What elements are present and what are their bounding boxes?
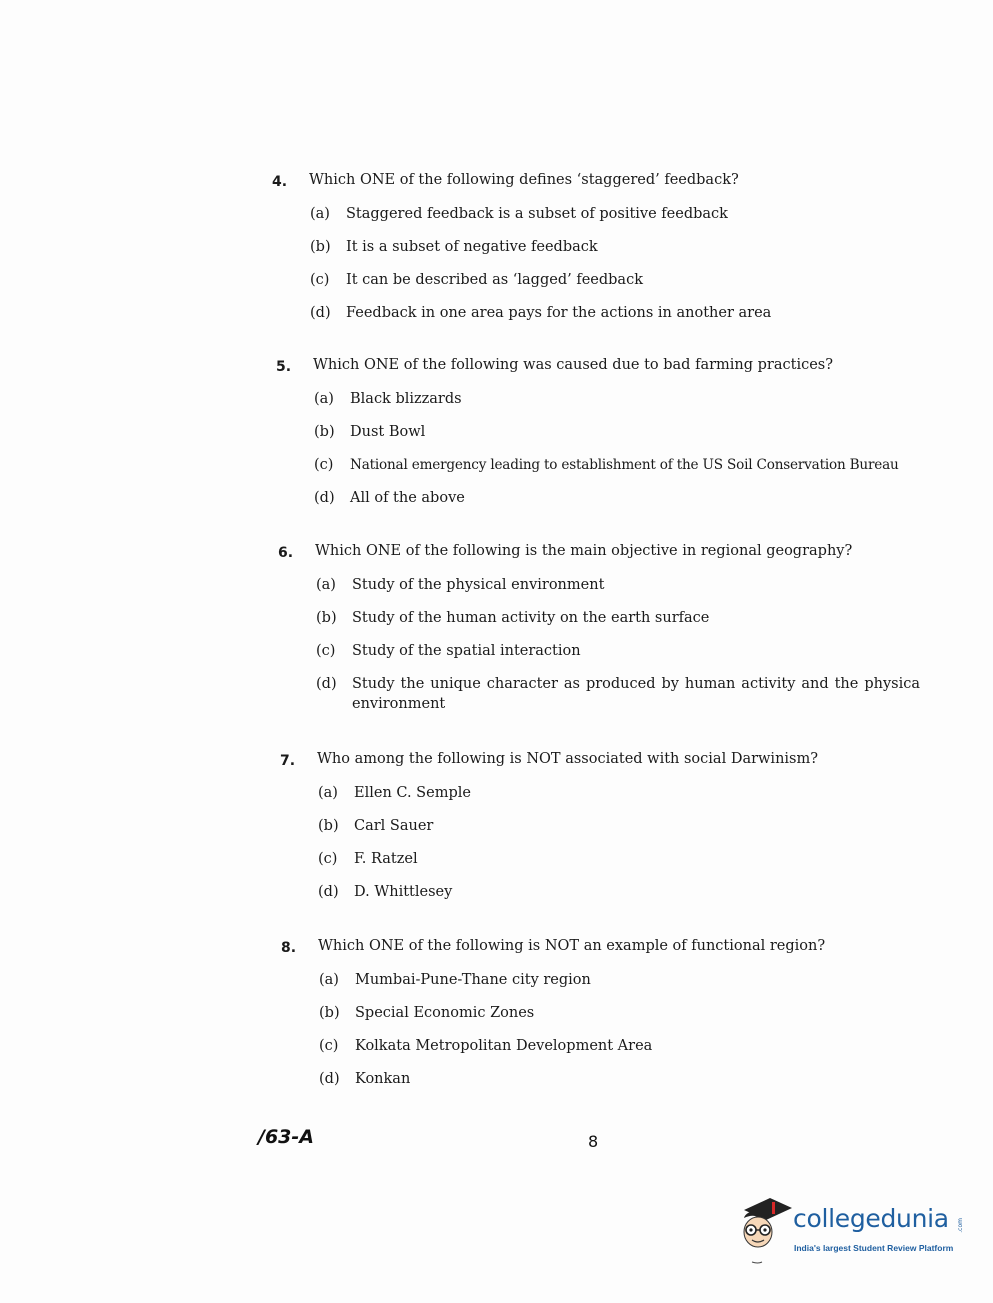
option-letter: (c) [319, 1038, 339, 1054]
option-letter: (d) [310, 305, 331, 321]
option-letter: (b) [314, 424, 335, 440]
option-a [310, 200, 932, 233]
option-text: Study of the spatial interaction [352, 643, 581, 659]
option-letter: (c) [318, 851, 338, 867]
option-letter: (d) [314, 490, 335, 506]
question-number: 5. [276, 359, 292, 375]
option-text: Special Economic Zones [355, 1005, 535, 1021]
option-text: Staggered feedback is a subset of positive feedback [346, 206, 728, 222]
option-letter: (a) [318, 785, 338, 801]
option-letter: (b) [316, 610, 337, 626]
option-a [318, 779, 940, 812]
question-text: Which ONE of the following was caused due to bad farming practices? [313, 357, 833, 373]
option-b [316, 604, 938, 637]
question-8 [281, 936, 941, 1098]
option-text: Kolkata Metropolitan Development Area [355, 1038, 653, 1054]
question-6 [278, 541, 938, 715]
option-a [314, 385, 936, 418]
option-text: Study of the physical environment [352, 577, 605, 593]
paper-code: /63-A [258, 1126, 314, 1148]
option-text: Dust Bowl [350, 424, 426, 440]
page-number: 8 [588, 1132, 599, 1151]
question-number: 4. [272, 174, 288, 190]
option-letter: (c) [310, 272, 330, 288]
question-text: Which ONE of the following defines ‘staggered’ feedback? [309, 172, 739, 188]
option-letter: (b) [310, 239, 331, 255]
option-c [319, 1032, 941, 1065]
option-text: Feedback in one area pays for the actions in another area [346, 305, 772, 321]
question-stem [272, 170, 932, 200]
option-text: National emergency leading to establishment of the US Soil Conservation Bureau [350, 457, 899, 473]
collegedunia-watermark [736, 1196, 966, 1266]
option-c [314, 451, 936, 484]
question-text: Which ONE of the following is NOT an example of functional region? [318, 938, 826, 954]
mascot-icon [736, 1196, 792, 1266]
option-text: Ellen C. Semple [354, 785, 471, 801]
brand-name: collegedunia [793, 1204, 949, 1233]
option-letter: (c) [316, 643, 336, 659]
question-5 [276, 355, 936, 517]
question-text: Who among the following is NOT associated with social Darwinism? [317, 751, 819, 767]
option-letter: (d) [319, 1071, 340, 1087]
option-b [314, 418, 936, 451]
option-d [318, 878, 940, 911]
option-text: D. Whittlesey [354, 884, 453, 900]
option-text: Study the unique character as produced by human activity and the physica environment [352, 676, 920, 712]
option-letter: (a) [310, 206, 330, 222]
option-a [316, 571, 938, 604]
question-stem [276, 355, 936, 385]
option-letter: (a) [319, 972, 339, 988]
option-c [318, 845, 940, 878]
option-c [316, 637, 938, 670]
option-text: Konkan [355, 1071, 411, 1087]
option-text: Black blizzards [350, 391, 462, 407]
option-text: It can be described as ‘lagged’ feedback [346, 272, 643, 288]
option-text: Study of the human activity on the earth surface [352, 610, 710, 626]
option-letter: (a) [314, 391, 334, 407]
question-4 [272, 170, 932, 332]
option-text: Mumbai-Pune-Thane city region [355, 972, 591, 988]
question-stem [281, 936, 941, 966]
question-stem [280, 749, 940, 779]
option-letter: (b) [318, 818, 339, 834]
option-letter: (d) [316, 676, 337, 692]
question-number: 8. [281, 940, 297, 956]
option-b [318, 812, 940, 845]
option-letter: (b) [319, 1005, 340, 1021]
option-text: Carl Sauer [354, 818, 434, 834]
option-d [316, 670, 938, 715]
question-number: 6. [278, 545, 294, 561]
option-letter: (d) [318, 884, 339, 900]
option-d [310, 299, 932, 332]
option-letter: (a) [316, 577, 336, 593]
question-number: 7. [280, 753, 296, 769]
brand-dotcom: .com [957, 1218, 964, 1233]
option-b [319, 999, 941, 1032]
question-stem [278, 541, 938, 571]
question-text: Which ONE of the following is the main objective in regional geography? [315, 543, 853, 559]
brand-tagline: India's largest Student Review Platform [794, 1243, 954, 1253]
question-7 [280, 749, 940, 911]
option-b [310, 233, 932, 266]
option-d [319, 1065, 941, 1098]
option-letter: (c) [314, 457, 334, 473]
option-c [310, 266, 932, 299]
option-text: It is a subset of negative feedback [346, 239, 598, 255]
option-text: F. Ratzel [354, 851, 418, 867]
option-d [314, 484, 936, 517]
option-a [319, 966, 941, 999]
option-text: All of the above [350, 490, 465, 506]
